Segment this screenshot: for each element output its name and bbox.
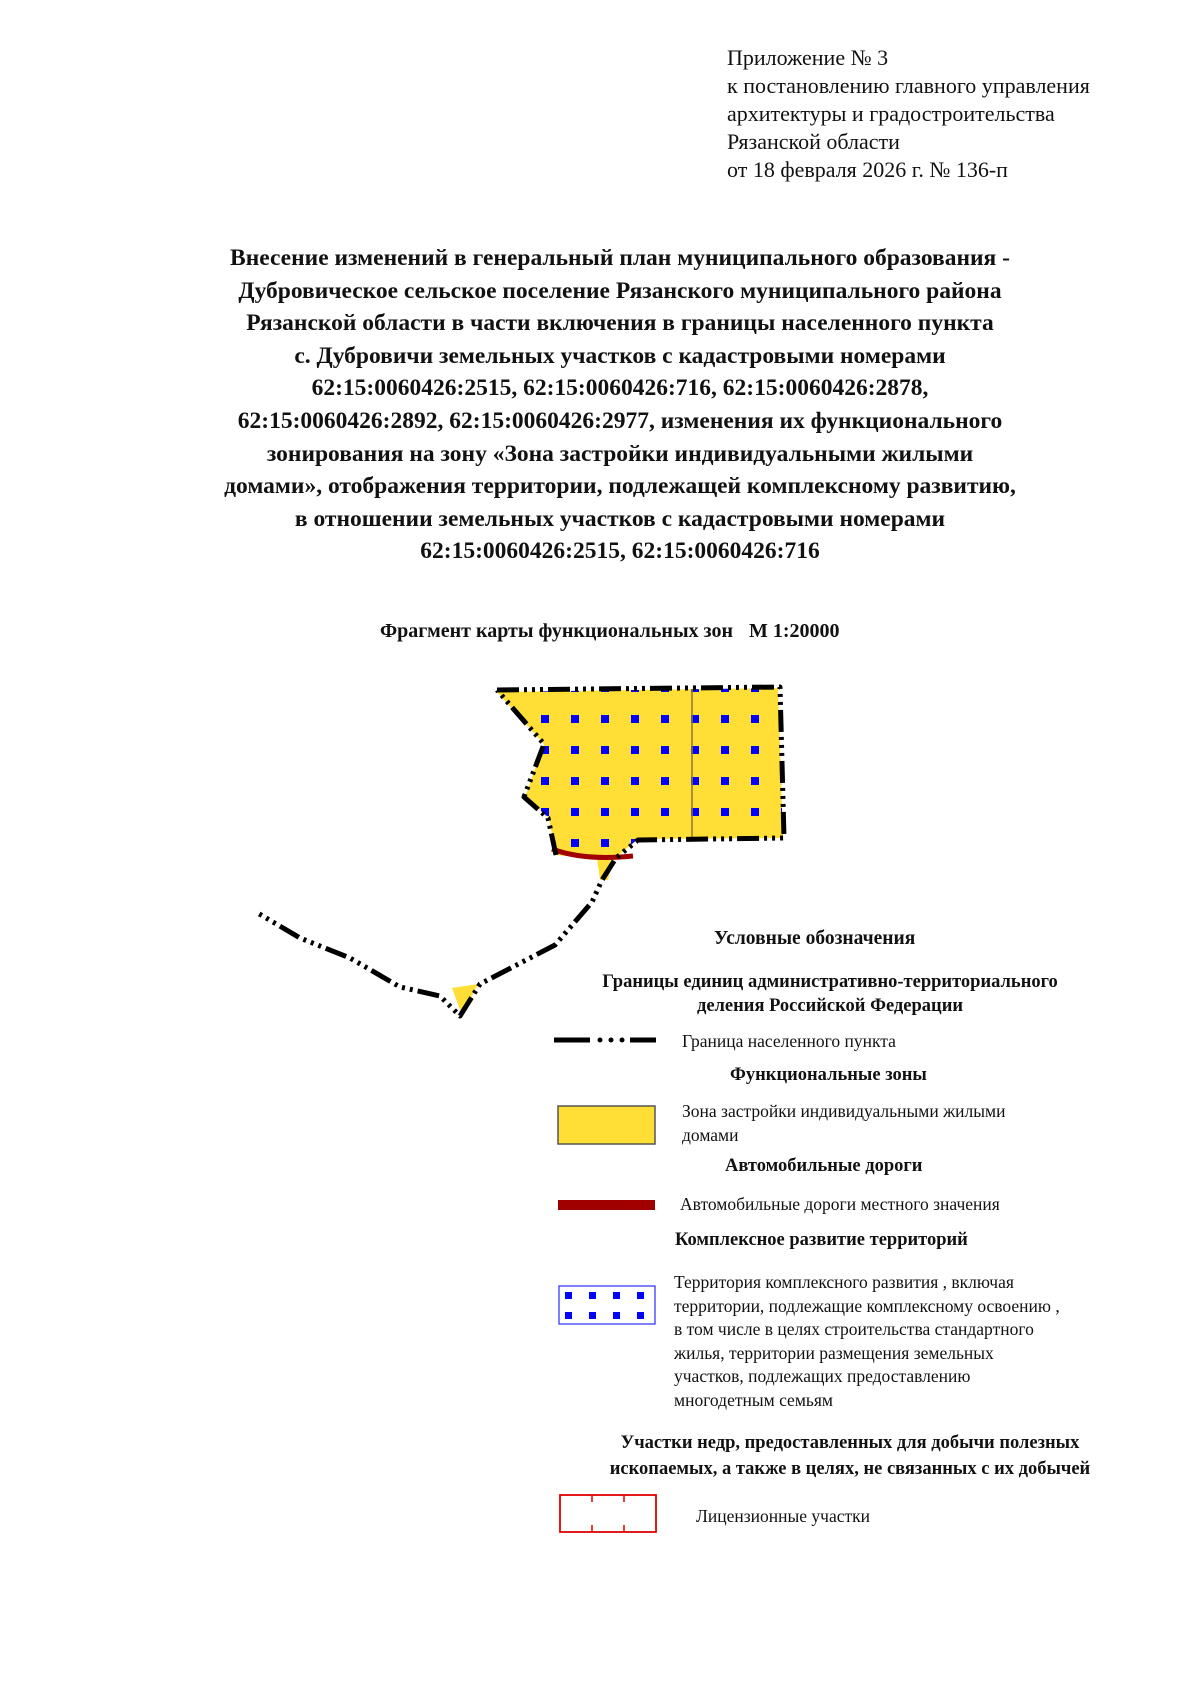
legend-subsoil-heading-line: Участки недр, предоставленных для добычи полезных [620,1433,1080,1453]
legend-zone-swatch [558,1106,655,1144]
title-line: с. Дубровичи земельных участков с кадастровыми номерами [294,342,946,369]
legend-subsoil-heading-line: ископаемых, а также в целях, не связанных с их добычей [609,1459,1091,1479]
legend-zones-heading: Функциональные зоны [730,1065,927,1085]
legend-roads-heading: Автомобильные дороги [725,1156,923,1176]
map-caption-text: Фрагмент карты функциональных зон [380,620,733,642]
legend-krt-label-line: Территория комплексного развития , включая [674,1272,1014,1292]
annex-line: Рязанской области [727,129,900,154]
legend-admin-heading [580,970,1080,1018]
title-line: в отношении земельных участков с кадастровыми номерами [294,505,946,532]
legend-krt-label-line: в том числе в целях строительства стандартного [674,1319,1034,1339]
legend-subsoil-heading [560,1430,1140,1482]
legend-krt-label-line: участков, подлежащих предоставлению [674,1366,971,1386]
legend-title: Условные обозначения [714,928,916,949]
map-scale: М 1:20000 [749,620,840,642]
legend-krt-label-line: жилья, территории размещения земельных [674,1342,994,1363]
legend-road-label: Автомобильные дороги местного значения [680,1194,1000,1214]
title-line: 62:15:0060426:2515, 62:15:0060426:716 [420,538,820,565]
legend-zone-label [682,1100,1005,1147]
title-line: Рязанской области в части включения в границы населенного пункта [246,310,994,337]
annex-line: от 18 февраля 2026 г. № 136-п [727,157,1008,182]
krt-territory [497,688,783,860]
legend-zone-label-line: Зона застройки индивидуальными жилыми [682,1101,1006,1121]
title-line: зонирования на зону «Зона застройки индивидуальными жилыми [266,440,974,467]
legend-admin-heading-line: деления Российской Федерации [696,996,964,1016]
legend-admin-heading-line: Границы единиц административно-территориального [602,972,1058,992]
legend-krt-label-line: территории, подлежащие комплексному освоению , [674,1295,1060,1316]
annex-line: Приложение № 3 [727,45,889,70]
title-line: Дубровическое сельское поселение Рязанского муниципального района [238,277,1002,304]
legend-zone-label-line: домами [682,1124,739,1145]
title-line: 62:15:0060426:2515, 62:15:0060426:716, 62:15:0060426:2878, [311,375,929,402]
legend-road-swatch [558,1200,655,1210]
legend-krt-label-line: многодетным семьям [674,1389,833,1410]
legend-boundary-swatch [554,1038,656,1043]
annex-line: к постановлению главного управления [727,73,1090,98]
annex-line: архитектуры и градостроительства [727,101,1055,126]
legend-license-swatch [560,1495,656,1532]
title-line: домами», отображения территории, подлежащей комплексному развитию, [224,473,1016,500]
legend-boundary-label: Граница населенного пункта [682,1031,896,1051]
legend-krt-swatch [559,1286,655,1324]
legend-license-label: Лицензионные участки [696,1506,870,1526]
legend-krt-heading: Комплексное развитие территорий [675,1230,968,1250]
title-line: 62:15:0060426:2892, 62:15:0060426:2977, изменения их функционального [237,407,1003,434]
title-line: Внесение изменений в генеральный план муниципального образования - [230,245,1010,271]
legend-krt-label [674,1271,1060,1412]
